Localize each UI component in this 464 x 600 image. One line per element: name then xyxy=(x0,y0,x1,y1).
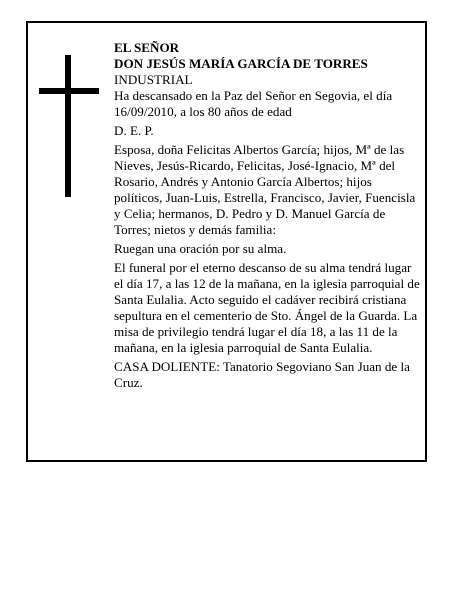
prayer-request: Ruegan una oración por su alma. xyxy=(114,241,287,256)
deceased-profession: INDUSTRIAL xyxy=(114,72,193,87)
mourning-house: CASA DOLIENTE: Tanatorio Segoviano San Juan de la Cruz. xyxy=(114,359,410,390)
obituary-notice xyxy=(26,21,427,462)
cross-vertical-bar xyxy=(65,55,71,197)
obituary-title: EL SEÑOR xyxy=(114,40,180,55)
family-list: Esposa, doña Felicitas Albertos García; hijos, Mª de las Nieves, Jesús-Ricardo, Felicitas, José-Ignacio, Mª del Rosario, Andrés y Antonio García Albertos; hijos políticos, Juan-Luis, Estrella, Francisco, Javier, Fuencisla y Celia; hermanos, D. Pedro y D. Manuel García de Torres; nietos y demás familia: xyxy=(114,142,416,237)
death-notice: Ha descansado en la Paz del Señor en Segovia, el día 16/09/2010, a los 80 años de edad xyxy=(114,88,393,119)
funeral-details: El funeral por el eterno descanso de su alma tendrá lugar el día 17, a las 12 de la mañana, en la iglesia parroquial de Santa Eulalia. Acto seguido el cadáver recibirá cristiana sepultura en el cementerio de Sto. Ángel de la Guarda. La misa de privilegio tendrá lugar el día 18, a las 11 de la mañana, en la iglesia parroquial de Santa Eulalia. xyxy=(114,260,420,355)
deceased-name: DON JESÚS MARÍA GARCÍA DE TORRES xyxy=(114,56,368,71)
rip-text: D. E. P. xyxy=(114,123,154,138)
cross-horizontal-bar xyxy=(39,88,99,94)
obituary-text xyxy=(114,40,420,391)
cross-icon xyxy=(39,55,99,197)
